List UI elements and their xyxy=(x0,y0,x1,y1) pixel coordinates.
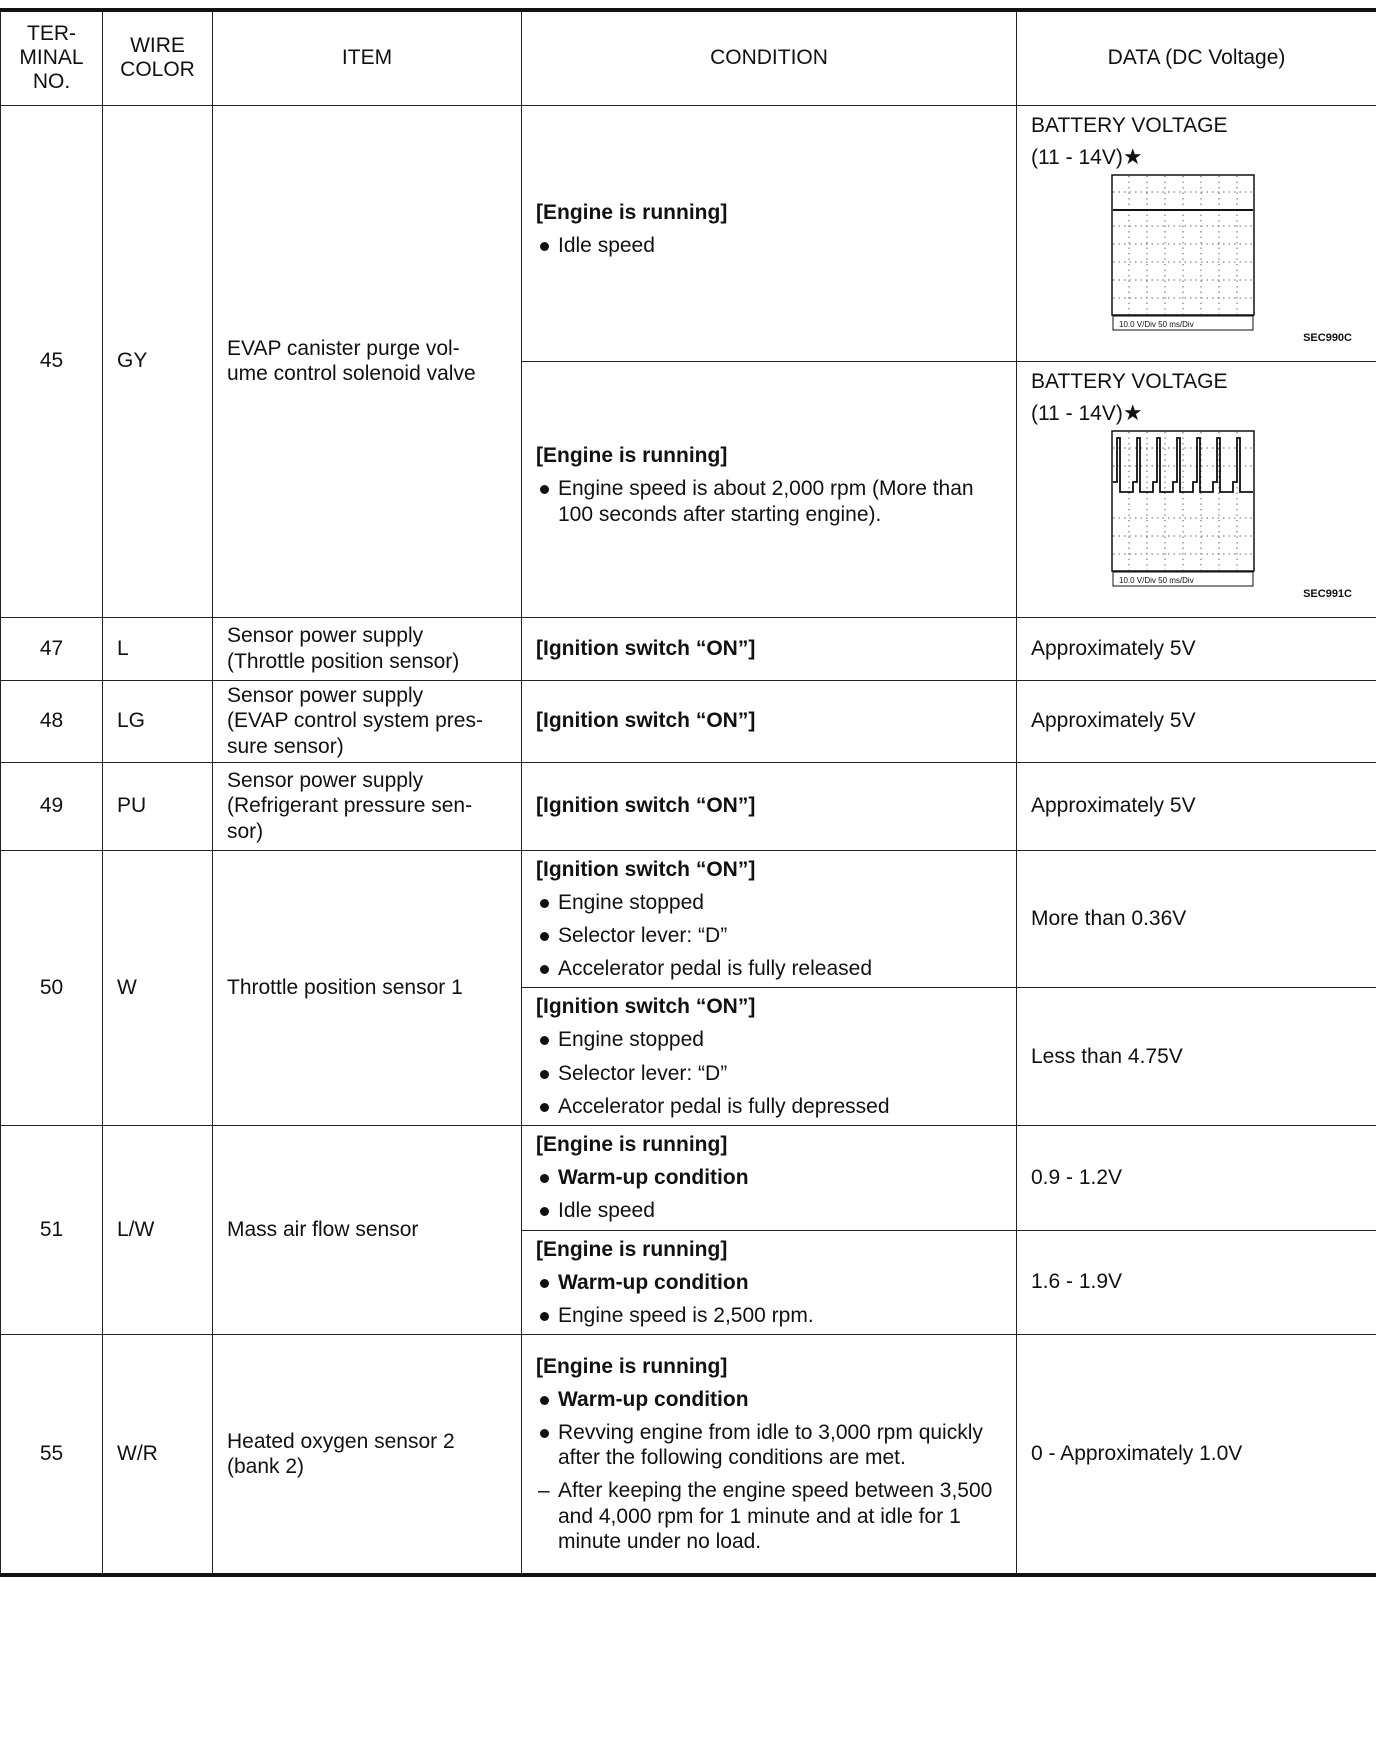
voltage-range-text: (11 - 14V) xyxy=(1031,401,1123,425)
condition-cell xyxy=(522,617,1017,680)
condition-bullet: Warm-up condition xyxy=(536,1165,1002,1190)
condition-cell xyxy=(522,1335,1017,1575)
condition-bullet: Idle speed xyxy=(536,233,1002,258)
condition-bullet: Engine speed is 2,500 rpm. xyxy=(536,1303,1002,1328)
oscilloscope-pulse-icon xyxy=(1111,430,1255,588)
header-terminal: TER- MINAL NO. xyxy=(1,10,103,105)
figure-code: SEC991C xyxy=(1303,587,1352,600)
data-cell: 0.9 - 1.2V xyxy=(1017,1126,1376,1231)
item-text: Sensor power supply (EVAP control system pres- sure sensor) xyxy=(213,680,522,762)
condition-heading: [Engine is running] xyxy=(536,1237,728,1261)
condition-heading: [Ignition switch “ON”] xyxy=(536,709,756,733)
condition-cell xyxy=(522,1126,1017,1231)
condition-bullet: Engine speed is about 2,000 rpm (More than 100 seconds after starting engine). xyxy=(536,476,1002,526)
voltage-range-text: (11 - 14V) xyxy=(1031,145,1123,169)
item-text: Mass air flow sensor xyxy=(213,1126,522,1335)
table-row xyxy=(1,105,1376,361)
header-item: ITEM xyxy=(213,10,522,105)
terminal-no: 50 xyxy=(1,850,103,1126)
wire-color: LG xyxy=(103,680,213,762)
wire-color: W/R xyxy=(103,1335,213,1575)
table-row xyxy=(1,762,1376,850)
condition-bullet: Accelerator pedal is fully depressed xyxy=(536,1094,1002,1119)
oscilloscope-flat-icon xyxy=(1111,174,1255,332)
condition-heading: [Ignition switch “ON”] xyxy=(536,857,756,881)
item-text: Throttle position sensor 1 xyxy=(213,850,522,1126)
data-cell: 0 - Approximately 1.0V xyxy=(1017,1335,1376,1575)
terminal-no: 48 xyxy=(1,680,103,762)
condition-heading: [Engine is running] xyxy=(536,1133,728,1156)
condition-heading: [Ignition switch “ON”] xyxy=(536,794,756,818)
condition-heading: [Engine is running] xyxy=(536,200,728,224)
table-row xyxy=(1,850,1376,988)
header-row xyxy=(1,10,1376,105)
header-condition: CONDITION xyxy=(522,10,1017,105)
condition-bullet: Selector lever: “D” xyxy=(536,1061,1002,1086)
terminal-no: 49 xyxy=(1,762,103,850)
data-cell: Approximately 5V xyxy=(1017,617,1376,680)
table-row xyxy=(1,680,1376,762)
condition-bullet: Accelerator pedal is fully released xyxy=(536,956,1002,981)
condition-bullet: Engine stopped xyxy=(536,1027,1002,1052)
wire-color: W xyxy=(103,850,213,1126)
data-cell: Approximately 5V xyxy=(1017,680,1376,762)
condition-bullet: Warm-up condition xyxy=(536,1387,1002,1412)
table-row xyxy=(1,1335,1376,1575)
data-cell: 1.6 - 1.9V xyxy=(1017,1230,1376,1335)
oscilloscope-waveform xyxy=(1031,170,1362,344)
terminal-no: 47 xyxy=(1,617,103,680)
data-cell: More than 0.36V xyxy=(1017,850,1376,988)
wire-color: L/W xyxy=(103,1126,213,1335)
condition-heading: [Engine is running] xyxy=(536,1354,728,1378)
condition-heading: [Ignition switch “ON”] xyxy=(536,995,756,1019)
condition-bullet: Idle speed xyxy=(536,1198,1002,1223)
condition-cell xyxy=(522,105,1017,361)
condition-bullet: Engine stopped xyxy=(536,890,1002,915)
oscilloscope-waveform xyxy=(1031,426,1362,600)
table-row xyxy=(1,617,1376,680)
wire-color: L xyxy=(103,617,213,680)
item-text: Sensor power supply (Throttle position sensor) xyxy=(213,617,522,680)
condition-heading: [Ignition switch “ON”] xyxy=(536,636,756,660)
battery-voltage-label: BATTERY VOLTAGE xyxy=(1031,113,1228,137)
scope-scale-label: 10.0 V/Div 50 ms/Div xyxy=(1119,319,1194,329)
wire-color: GY xyxy=(103,105,213,617)
item-text: Sensor power supply (Refrigerant pressure sen- sor) xyxy=(213,762,522,850)
star-icon: ★ xyxy=(1122,399,1143,425)
condition-bullet: Warm-up condition xyxy=(536,1270,1002,1295)
terminal-no: 45 xyxy=(1,105,103,617)
voltage-range xyxy=(1031,400,1362,426)
condition-cell xyxy=(522,361,1017,617)
data-cell: Approximately 5V xyxy=(1017,762,1376,850)
item-text: Heated oxygen sensor 2 (bank 2) xyxy=(213,1335,522,1575)
item-text: EVAP canister purge vol- ume control solenoid valve xyxy=(213,105,522,617)
table-row xyxy=(1,1126,1376,1231)
wire-color: PU xyxy=(103,762,213,850)
condition-subitem: – After keeping the engine speed between 3,500 and 4,000 rpm for 1 minute and at idle for 1 minute under no load. xyxy=(536,1478,1002,1554)
condition-cell xyxy=(522,850,1017,988)
condition-bullet: Revving engine from idle to 3,000 rpm quickly after the following conditions are met. xyxy=(536,1420,1002,1470)
data-cell xyxy=(1017,105,1376,361)
scope-scale-label: 10.0 V/Div 50 ms/Div xyxy=(1119,575,1194,585)
condition-cell xyxy=(522,762,1017,850)
condition-cell xyxy=(522,680,1017,762)
figure-code: SEC990C xyxy=(1303,331,1352,344)
terminal-no: 55 xyxy=(1,1335,103,1575)
header-data: DATA (DC Voltage) xyxy=(1017,10,1376,105)
data-cell xyxy=(1017,361,1376,617)
condition-cell xyxy=(522,988,1017,1126)
header-wire-color: WIRE COLOR xyxy=(103,10,213,105)
condition-heading: [Engine is running] xyxy=(536,444,728,468)
star-icon: ★ xyxy=(1122,143,1143,169)
condition-bullet: Selector lever: “D” xyxy=(536,923,1002,948)
terminal-no: 51 xyxy=(1,1126,103,1335)
voltage-range xyxy=(1031,144,1362,170)
terminal-spec-table xyxy=(0,8,1376,1577)
data-cell: Less than 4.75V xyxy=(1017,988,1376,1126)
battery-voltage-label: BATTERY VOLTAGE xyxy=(1031,369,1228,393)
condition-cell xyxy=(522,1230,1017,1335)
